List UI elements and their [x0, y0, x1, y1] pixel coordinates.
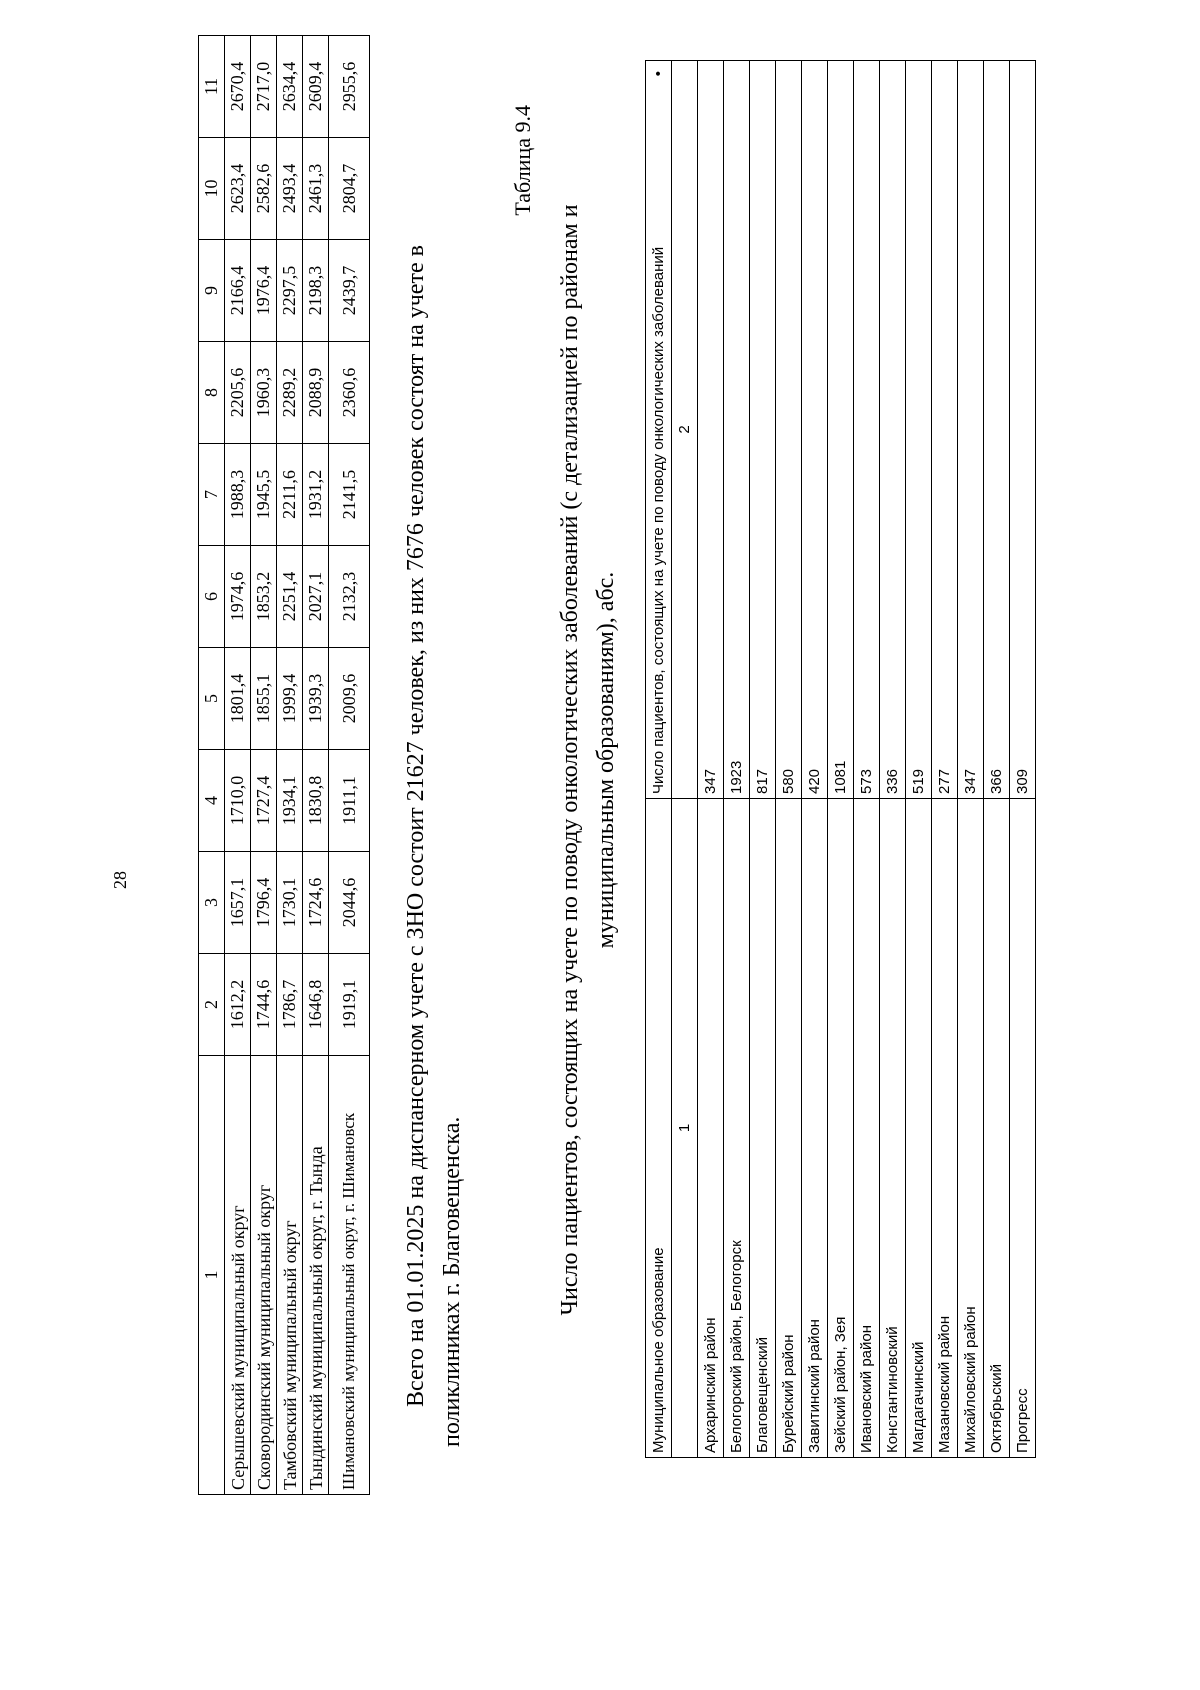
- row-name: Бурейский район: [776, 799, 802, 1458]
- value-cell: 1646,8: [303, 954, 329, 1056]
- row-name: Прогресс: [1010, 799, 1036, 1458]
- table-row: [880, 61, 906, 1458]
- value-cell: 2461,3: [303, 138, 329, 240]
- header-cell: 10: [199, 138, 225, 240]
- value-cell: 277: [932, 61, 958, 799]
- row-name: Константиновский: [880, 799, 906, 1458]
- value-cell: 1988,3: [225, 444, 251, 546]
- header-cell: 5: [199, 648, 225, 750]
- value-cell: 1830,8: [303, 750, 329, 852]
- value-cell: 573: [854, 61, 880, 799]
- value-cell: 1934,1: [277, 750, 303, 852]
- table-row: [329, 36, 370, 1495]
- header-cell: [646, 61, 672, 799]
- table-header-row: [646, 61, 672, 1458]
- value-cell: 1960,3: [251, 342, 277, 444]
- table-row: [1010, 61, 1036, 1458]
- table-row: [984, 61, 1010, 1458]
- value-cell: 1786,7: [277, 954, 303, 1056]
- table-row: [724, 61, 750, 1458]
- header-cell: Муниципальное образование: [646, 799, 672, 1458]
- value-cell: 2211,6: [277, 444, 303, 546]
- value-cell: 519: [906, 61, 932, 799]
- value-cell: 1657,1: [225, 852, 251, 954]
- value-cell: 309: [1010, 61, 1036, 799]
- value-cell: 1919,1: [329, 954, 370, 1056]
- paragraph-line: поликлиниках г. Благовещенска.: [439, 1116, 465, 1447]
- value-cell: 2027,1: [303, 546, 329, 648]
- row-name: Ивановский район: [854, 799, 880, 1458]
- value-cell: 580: [776, 61, 802, 799]
- index-cell: 1: [672, 799, 698, 1458]
- row-name: Михайловский район: [958, 799, 984, 1458]
- table-title-line: муниципальным образованиям), абс.: [593, 571, 619, 949]
- value-cell: 1855,1: [251, 648, 277, 750]
- value-cell: 1939,3: [303, 648, 329, 750]
- table-row: [277, 36, 303, 1495]
- row-name: Октябрьский: [984, 799, 1010, 1458]
- header-cell: 3: [199, 852, 225, 954]
- row-name: Завитинский район: [802, 799, 828, 1458]
- value-cell: 347: [958, 61, 984, 799]
- patients-by-district-table: [645, 60, 1036, 1458]
- value-cell: 1724,6: [303, 852, 329, 954]
- value-cell: 336: [880, 61, 906, 799]
- value-cell: 817: [750, 61, 776, 799]
- row-name: Серышевский муниципальный округ: [225, 1056, 251, 1495]
- value-cell: 2582,6: [251, 138, 277, 240]
- summary-paragraph: [398, 67, 470, 1447]
- table-header-row: [199, 36, 225, 1495]
- value-cell: 2493,4: [277, 138, 303, 240]
- table-row: [906, 61, 932, 1458]
- index-cell: 2: [672, 61, 698, 799]
- value-cell: 2132,3: [329, 546, 370, 648]
- header-cell: 1: [199, 1056, 225, 1495]
- row-name: Сковородинский муниципальный округ: [251, 1056, 277, 1495]
- row-name: Мазановский район: [932, 799, 958, 1458]
- value-cell: 1923: [724, 61, 750, 799]
- district-indicators-table: [198, 35, 370, 1495]
- table-row: [303, 36, 329, 1495]
- row-name: Тамбовский муниципальный округ: [277, 1056, 303, 1495]
- value-cell: 2088,9: [303, 342, 329, 444]
- value-cell: 2141,5: [329, 444, 370, 546]
- table-row: [225, 36, 251, 1495]
- value-cell: 2623,4: [225, 138, 251, 240]
- value-cell: 2609,4: [303, 36, 329, 138]
- header-cell: 11: [199, 36, 225, 138]
- value-cell: 347: [698, 61, 724, 799]
- value-cell: 2955,6: [329, 36, 370, 138]
- value-cell: 1974,6: [225, 546, 251, 648]
- value-cell: 1081: [828, 61, 854, 799]
- value-cell: 2360,6: [329, 342, 370, 444]
- value-cell: 2717,0: [251, 36, 277, 138]
- value-cell: 2289,2: [277, 342, 303, 444]
- row-name: Благовещенский: [750, 799, 776, 1458]
- header-cell: 9: [199, 240, 225, 342]
- value-cell: 1945,5: [251, 444, 277, 546]
- row-name: Зейский район, Зея: [828, 799, 854, 1458]
- table-row: [958, 61, 984, 1458]
- table-row: [251, 36, 277, 1495]
- value-cell: 2044,6: [329, 852, 370, 954]
- value-cell: 2166,4: [225, 240, 251, 342]
- value-cell: 2205,6: [225, 342, 251, 444]
- value-cell: 1796,4: [251, 852, 277, 954]
- value-cell: 2634,4: [277, 36, 303, 138]
- value-cell: 1710,0: [225, 750, 251, 852]
- value-cell: 1999,4: [277, 648, 303, 750]
- header-cell: 2: [199, 954, 225, 1056]
- value-cell: 1931,2: [303, 444, 329, 546]
- header-cell: 6: [199, 546, 225, 648]
- value-cell: 1612,2: [225, 954, 251, 1056]
- table-row: [828, 61, 854, 1458]
- table-row: [776, 61, 802, 1458]
- value-cell: 366: [984, 61, 1010, 799]
- value-cell: 420: [802, 61, 828, 799]
- table-row: [932, 61, 958, 1458]
- value-cell: 2251,4: [277, 546, 303, 648]
- value-cell: 1730,1: [277, 852, 303, 954]
- header-cell: 7: [199, 444, 225, 546]
- value-cell: 2198,3: [303, 240, 329, 342]
- value-cell: 1727,4: [251, 750, 277, 852]
- table-title-line: Число пациентов, состоящих на учете по поводу онкологических заболеваний (с детализацией по районам и: [557, 204, 583, 1316]
- value-cell: 2009,6: [329, 648, 370, 750]
- header-cell: 4: [199, 750, 225, 852]
- value-cell: 1801,4: [225, 648, 251, 750]
- row-name: Архаринский район: [698, 799, 724, 1458]
- row-name: Магдагачинский: [906, 799, 932, 1458]
- table-row: [802, 61, 828, 1458]
- table-row: [698, 61, 724, 1458]
- bullet-mark-icon: •: [650, 71, 667, 77]
- value-cell: 1976,4: [251, 240, 277, 342]
- value-cell: 2297,5: [277, 240, 303, 342]
- value-cell: 2670,4: [225, 36, 251, 138]
- value-cell: 1853,2: [251, 546, 277, 648]
- table-title: [552, 60, 624, 1460]
- row-name: Белогорский район, Белогорск: [724, 799, 750, 1458]
- value-cell: 1911,1: [329, 750, 370, 852]
- header-cell-text: Число пациентов, состоящих на учете по поводу онкологических заболеваний: [650, 246, 667, 794]
- row-name: Шимановский муниципальный округ, г. Шимановск: [329, 1056, 370, 1495]
- header-cell: 8: [199, 342, 225, 444]
- table-number: Таблица 9.4: [510, 105, 535, 216]
- table-row: [854, 61, 880, 1458]
- table-row: [750, 61, 776, 1458]
- table-index-row: [672, 61, 698, 1458]
- value-cell: 2439,7: [329, 240, 370, 342]
- value-cell: 1744,6: [251, 954, 277, 1056]
- paragraph-line: Всего на 01.01.2025 на диспансерном учете с ЗНО состоит 21627 человек, из них 7676 человек состоят на учете в: [403, 245, 429, 1407]
- page-number: 28: [110, 871, 130, 889]
- row-name: Тындинский муниципальный округ, г. Тында: [303, 1056, 329, 1495]
- value-cell: 2804,7: [329, 138, 370, 240]
